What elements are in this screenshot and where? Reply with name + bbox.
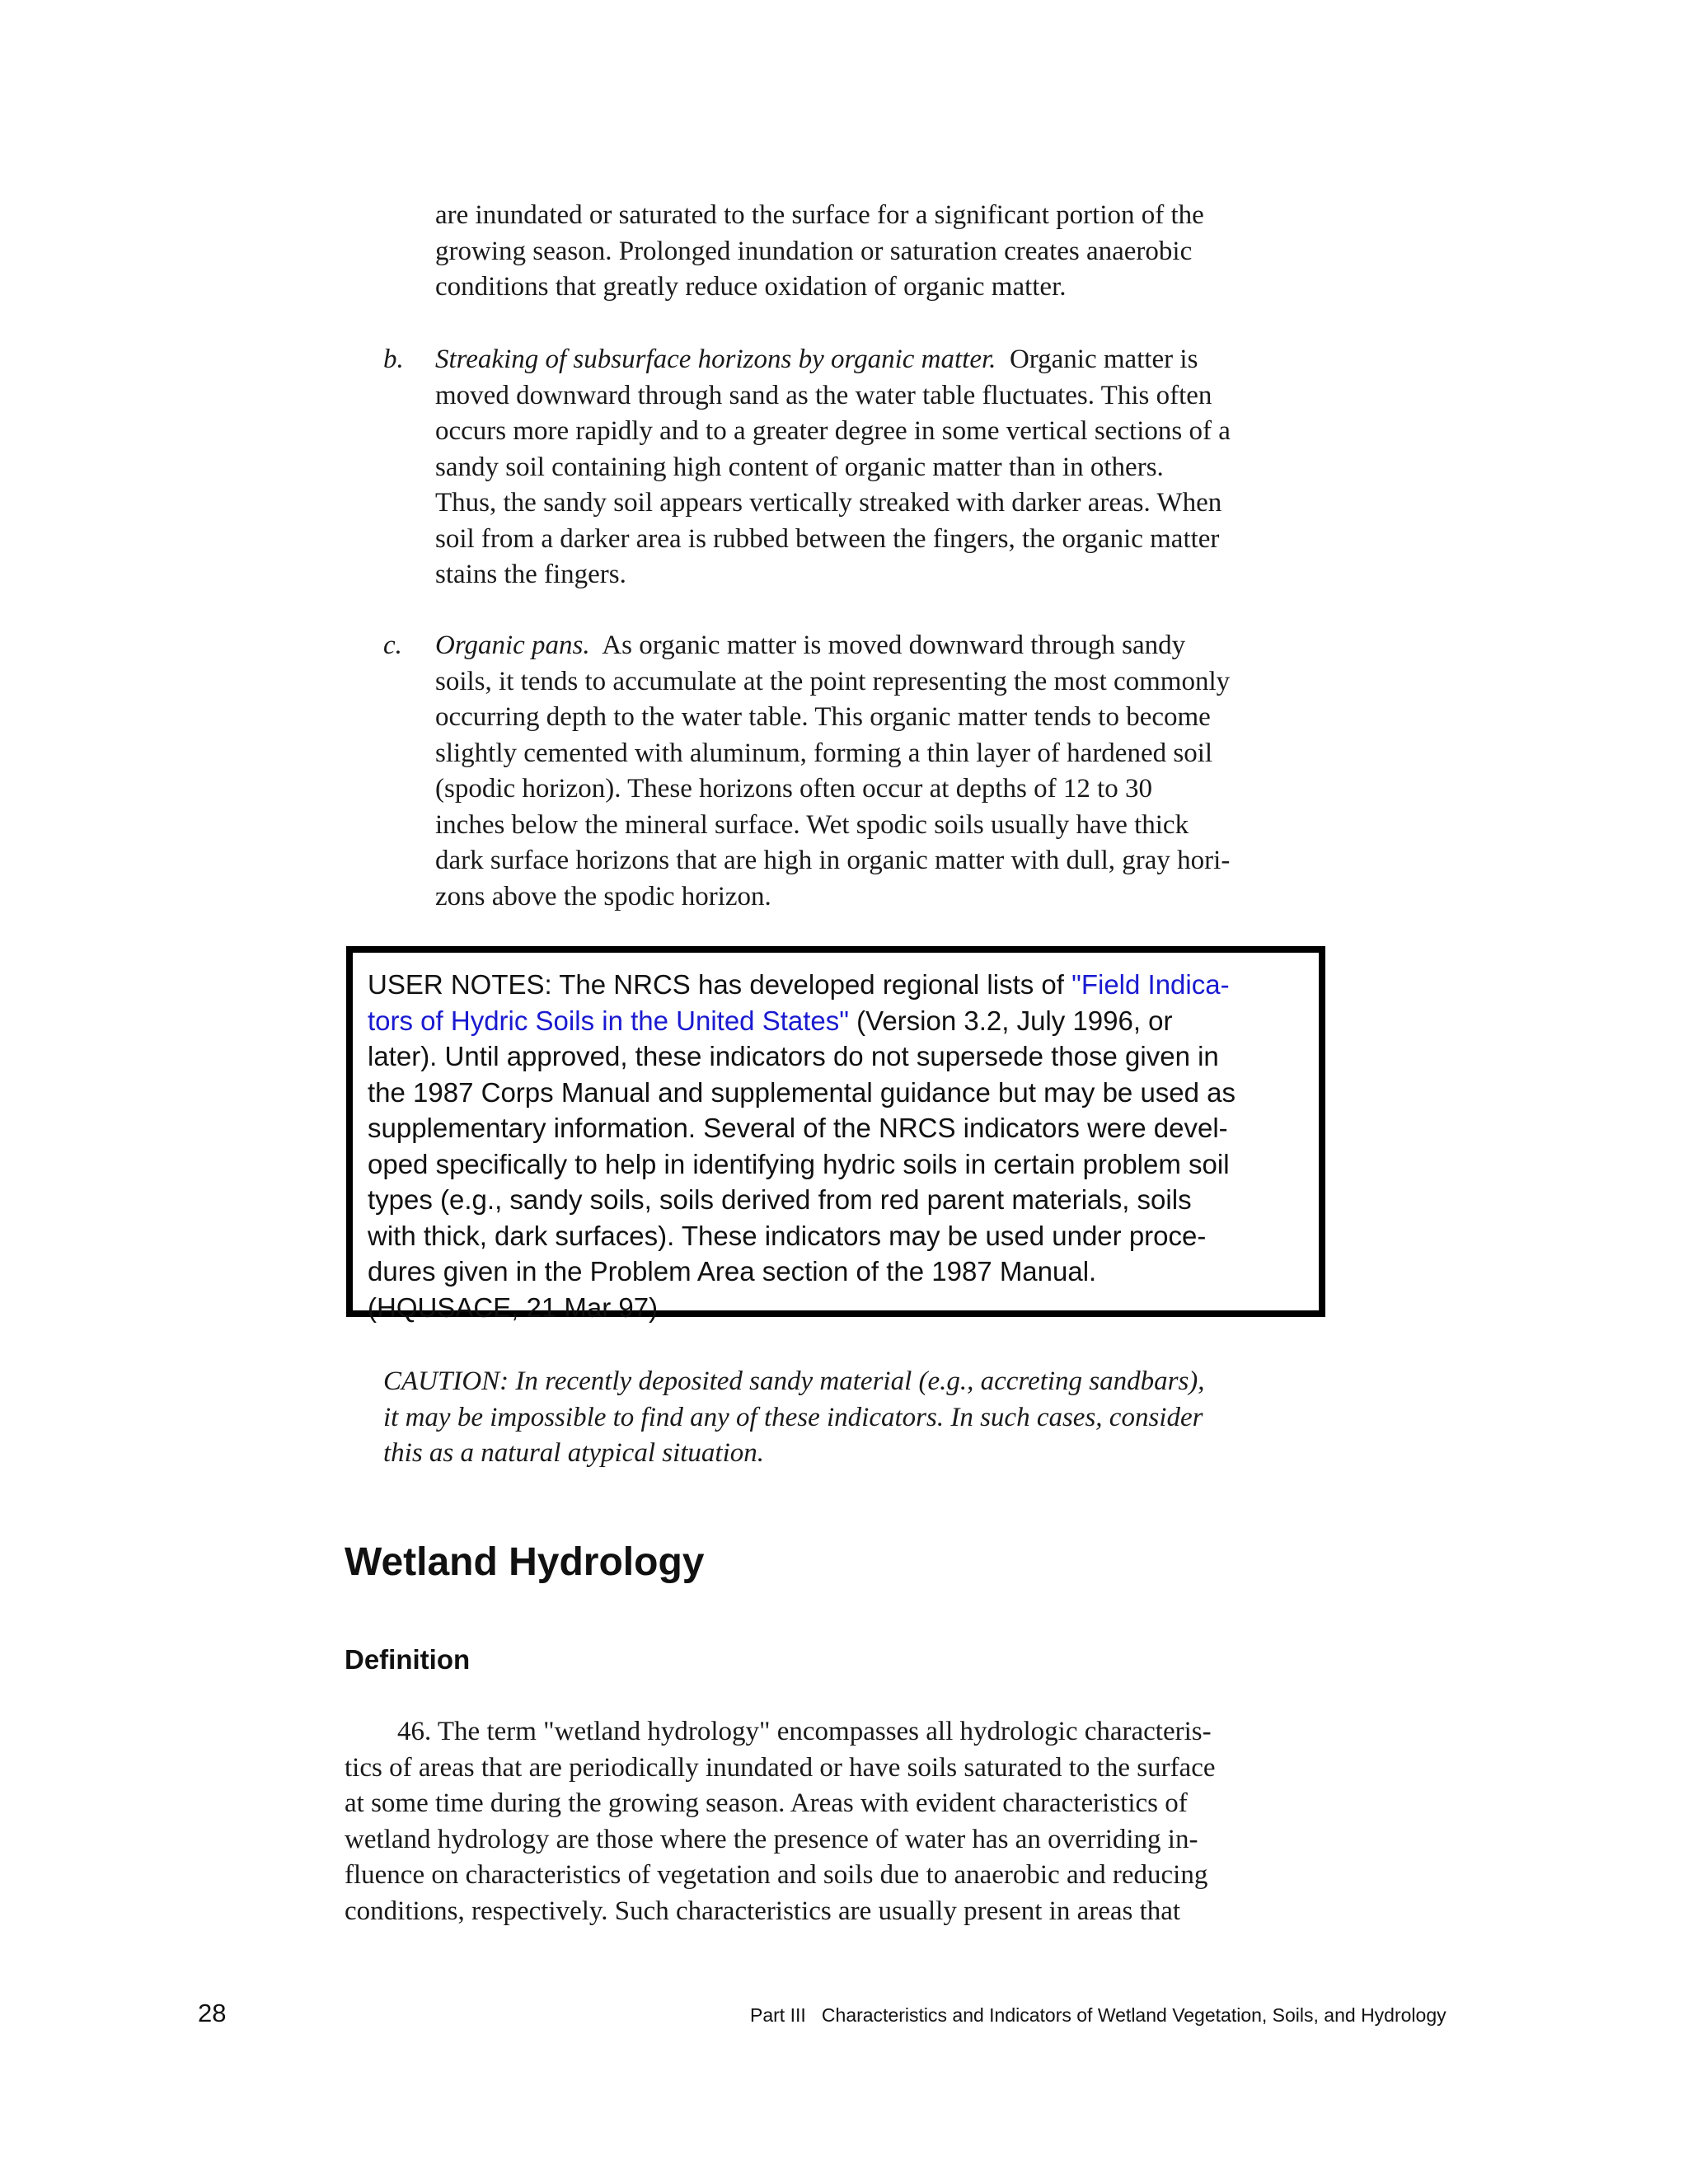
running-footer: Part III Characteristics and Indicators of Wetland Vegetation, Soils, and Hydrology [750,2004,1447,2026]
text-line: growing season. Prolonged inundation or saturation creates anaerobic [435,236,1193,266]
text-line: dark surface horizons that are high in organic matter with dull, gray hori- [435,846,1231,875]
text-line: oped specifically to help in identifying hydric soils in certain problem soil [368,1148,1230,1179]
text-line: occurring depth to the water table. This organic matter tends to become [435,702,1211,732]
text-line: with thick, dark surfaces). These indicators may be used under proce- [368,1220,1207,1251]
text-line: supplementary information. Several of the NRCS indicators were devel- [368,1113,1228,1143]
body-paragraph-46 [345,1714,1301,1929]
text-line: types (e.g., sandy soils, soils derived from red parent materials, soils [368,1184,1192,1215]
text-line: moved downward through sand as the water table fluctuates. This often [435,380,1212,410]
page-number: 28 [198,1999,227,2027]
text-line: this as a natural atypical situation. [383,1438,765,1468]
text-line: sandy soil containing high content of organic matter than in others. [435,452,1164,482]
continuation-paragraph [435,198,1292,306]
text-line: (HQUSACE, 21 Mar 97) [368,1291,659,1323]
field-indicators-link[interactable]: tors of Hydric Soils in the United States" [368,1005,849,1036]
text-line: zons above the spodic horizon. [435,881,771,912]
text-line: dures given in the Problem Area section of the 1987 Manual. [368,1256,1097,1286]
text-line: wetland hydrology are those where the presence of water has an overriding in- [345,1824,1198,1854]
text-line: are inundated or saturated to the surface for a significant portion of the [435,200,1204,230]
text-line: conditions, respectively. Such characteristics are usually present in areas that [345,1896,1181,1926]
list-item-b [383,342,1298,593]
subsection-title: Definition [345,1644,471,1675]
text-line: CAUTION: In recently deposited sandy material (e.g., accreting sandbars), [383,1366,1205,1396]
text-line: inches below the mineral surface. Wet spodic soils usually have thick [435,809,1189,840]
text-line: soil from a darker area is rubbed between the fingers, the organic matter [435,523,1220,554]
text-line: the 1987 Corps Manual and supplemental guidance but may be used as [368,1076,1236,1108]
caution-note [383,1364,1306,1472]
text-line: Streaking of subsurface horizons by organic matter. Organic matter is [435,344,1198,374]
text-line: Thus, the sandy soil appears vertically streaked with darker areas. When [435,488,1222,518]
list-item-heading: Organic pans. [435,630,590,660]
text-line: occurs more rapidly and to a greater degree in some vertical sections of a [435,416,1231,446]
text-line: at some time during the growing season. Areas with evident characteristics of [345,1788,1188,1818]
list-item-c [383,628,1298,915]
text-line: 46. The term "wetland hydrology" encompasses all hydrologic characteris- [397,1717,1212,1746]
text-line: tors of Hydric Soils in the United States" (Version 3.2, July 1996, or [368,1005,1173,1036]
text-line: slightly cemented with aluminum, forming a thin layer of hardened soil [435,738,1213,768]
list-item-letter: c. [383,630,402,660]
text-line: later). Until approved, these indicators do not supersede those given in [368,1041,1219,1071]
user-notes-box [346,946,1325,1323]
section-title: Wetland Hydrology [345,1540,705,1584]
text-line: tics of areas that are periodically inundated or have soils saturated to the surface [345,1752,1216,1783]
text-line: (spodic horizon). These horizons often occur at depths of 12 to 30 [435,774,1153,804]
list-item-letter: b. [383,344,404,374]
field-indicators-link[interactable]: "Field Indica- [1071,969,1230,1000]
text-line: conditions that greatly reduce oxidation of organic matter. [435,272,1067,302]
text-line: stains the fingers. [435,560,626,589]
text-line: USER NOTES: The NRCS has developed regional lists of "Field Indica- [368,969,1230,1000]
text-line: soils, it tends to accumulate at the point representing the most commonly [435,666,1231,696]
list-item-heading: Streaking of subsurface horizons by organic matter. [435,344,996,374]
text-line: fluence on characteristics of vegetation and soils due to anaerobic and reducing [345,1860,1208,1890]
text-line: it may be impossible to find any of these indicators. In such cases, consider [383,1402,1203,1432]
text-line: Organic pans. As organic matter is moved downward through sandy [435,630,1186,660]
